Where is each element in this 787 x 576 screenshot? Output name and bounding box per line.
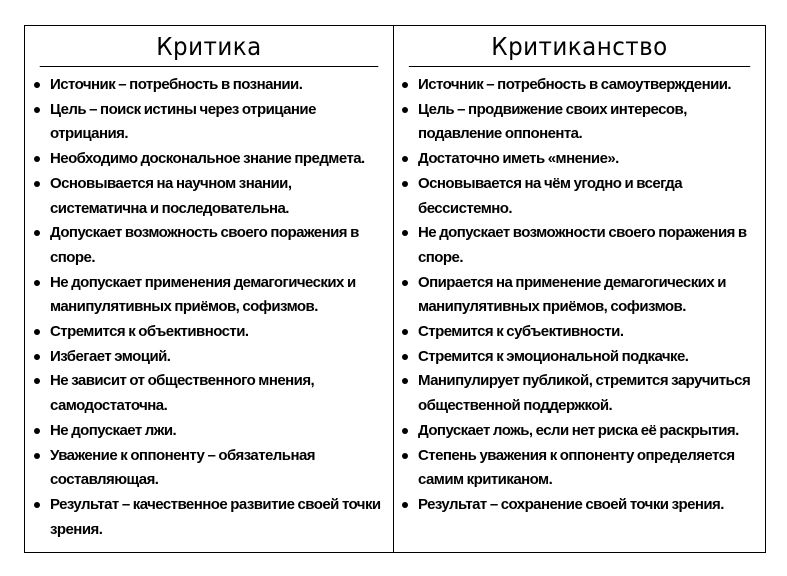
list-item: Манипулирует публикой, стремится заручиться общественной поддержкой.	[394, 369, 759, 418]
list-item: Допускает ложь, если нет риска её раскрытия.	[394, 419, 759, 444]
column-title-criticastery: Критиканство	[409, 26, 750, 67]
criticastery-list	[394, 67, 765, 518]
list-item: Опирается на применение демагогических и манипулятивных приёмов, софизмов.	[394, 271, 759, 320]
list-item: Цель – поиск истины через отрицание отрицания.	[25, 98, 387, 147]
list-item: Результат – сохранение своей точки зрения.	[394, 493, 759, 518]
list-item: Уважение к оппоненту – обязательная составляющая.	[25, 444, 387, 493]
list-item: Основывается на научном знании, систематична и последовательна.	[25, 172, 387, 221]
list-item: Результат – качественное развитие своей точки зрения.	[25, 493, 387, 542]
list-item: Степень уважения к оппоненту определяется самим критиканом.	[394, 444, 759, 493]
comparison-table	[24, 25, 766, 553]
list-item: Стремится к эмоциональной подкачке.	[394, 345, 759, 370]
column-title-criticism: Критика	[40, 26, 379, 67]
list-item: Не допускает возможности своего поражения в споре.	[394, 221, 759, 270]
column-criticism	[25, 26, 393, 552]
list-item: Не зависит от общественного мнения, самодостаточна.	[25, 369, 387, 418]
list-item: Необходимо доскональное знание предмета.	[25, 147, 387, 172]
list-item: Не допускает лжи.	[25, 419, 387, 444]
list-item: Источник – потребность в познании.	[25, 73, 387, 98]
list-item: Допускает возможность своего поражения в споре.	[25, 221, 387, 270]
list-item: Достаточно иметь «мнение».	[394, 147, 759, 172]
list-item: Основывается на чём угодно и всегда бессистемно.	[394, 172, 759, 221]
criticism-list	[25, 67, 393, 542]
column-criticastery	[393, 26, 765, 552]
list-item: Стремится к субъективности.	[394, 320, 759, 345]
list-item: Цель – продвижение своих интересов, подавление оппонента.	[394, 98, 759, 147]
list-item: Стремится к объективности.	[25, 320, 387, 345]
list-item: Избегает эмоций.	[25, 345, 387, 370]
list-item: Источник – потребность в самоутверждении.	[394, 73, 759, 98]
list-item: Не допускает применения демагогических и манипулятивных приёмов, софизмов.	[25, 271, 387, 320]
